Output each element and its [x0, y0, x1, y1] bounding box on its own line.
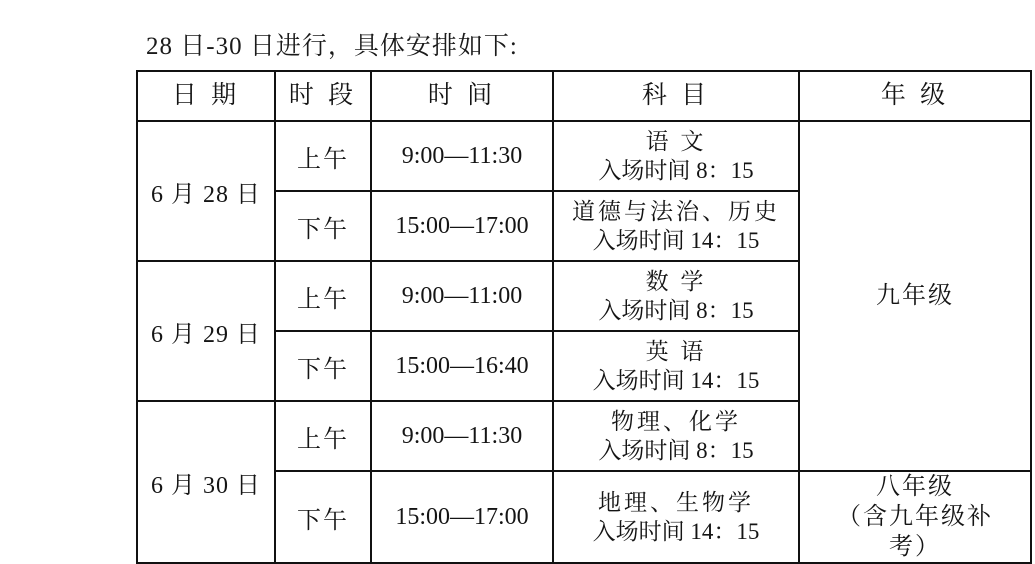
cell-period-morning: 上午 — [275, 121, 371, 191]
cell-time: 15:00—17:00 — [371, 471, 553, 563]
cell-time: 9:00—11:30 — [371, 121, 553, 191]
grade-eight-line-2: （含九年级补 — [837, 504, 993, 530]
table-header — [137, 71, 1031, 121]
table-body — [137, 121, 1031, 563]
cell-date-june-30: 6 月 30 日 — [137, 401, 275, 563]
cell-time: 9:00—11:00 — [371, 261, 553, 331]
header-cell-period — [275, 71, 371, 121]
grade-nine-label: 九年级 — [876, 283, 954, 309]
table-header-row — [137, 71, 1031, 121]
subject-entry-time: 入场时间 8：15 — [598, 298, 754, 323]
cell-period-morning: 上午 — [275, 261, 371, 331]
header-cell-time — [371, 71, 553, 121]
subject-main: 地理、生物学 — [598, 489, 754, 515]
cell-time: 9:00—11:30 — [371, 401, 553, 471]
subject-entry-time: 入场时间 14：15 — [592, 519, 760, 544]
cell-subject — [553, 191, 799, 261]
cell-period-afternoon: 下午 — [275, 471, 371, 563]
header-cell-date — [137, 71, 275, 121]
exam-schedule-table — [136, 70, 1032, 564]
header-label-subject: 科 目 — [641, 82, 711, 110]
subject-main: 语 文 — [645, 128, 707, 154]
header-label-period: 时 段 — [288, 82, 358, 110]
cell-date-june-28: 6 月 28 日 — [137, 121, 275, 261]
subject-main: 物理、化学 — [611, 408, 741, 434]
subject-main: 道德与法治、历史 — [572, 198, 780, 224]
intro-paragraph: 28 日-30 日进行，具体安排如下: — [146, 33, 518, 60]
cell-period-afternoon: 下午 — [275, 331, 371, 401]
subject-entry-time: 入场时间 8：15 — [598, 438, 754, 463]
cell-date-june-29: 6 月 29 日 — [137, 261, 275, 401]
subject-main: 英 语 — [645, 338, 707, 364]
table-row — [137, 121, 1031, 191]
grade-eight-label — [800, 472, 1030, 562]
cell-subject — [553, 471, 799, 563]
cell-time: 15:00—16:40 — [371, 331, 553, 401]
cell-period-afternoon: 下午 — [275, 191, 371, 261]
cell-time: 15:00—17:00 — [371, 191, 553, 261]
subject-entry-time: 入场时间 14：15 — [592, 228, 760, 253]
header-cell-subject — [553, 71, 799, 121]
cell-subject — [553, 121, 799, 191]
cell-subject — [553, 331, 799, 401]
grade-eight-line-3: 考） — [889, 534, 941, 560]
cell-subject — [553, 401, 799, 471]
cell-subject — [553, 261, 799, 331]
subject-main: 数 学 — [645, 268, 707, 294]
subject-entry-time: 入场时间 8：15 — [598, 158, 754, 183]
cell-grade-nine — [799, 121, 1031, 471]
header-cell-grade — [799, 71, 1031, 121]
cell-period-morning: 上午 — [275, 401, 371, 471]
subject-entry-time: 入场时间 14：15 — [592, 368, 760, 393]
grade-eight-line-1: 八年级 — [876, 474, 954, 500]
header-label-date: 日 期 — [171, 82, 241, 110]
header-label-time: 时 间 — [427, 82, 497, 110]
header-label-grade: 年 级 — [880, 82, 950, 110]
cell-grade-eight — [799, 471, 1031, 563]
